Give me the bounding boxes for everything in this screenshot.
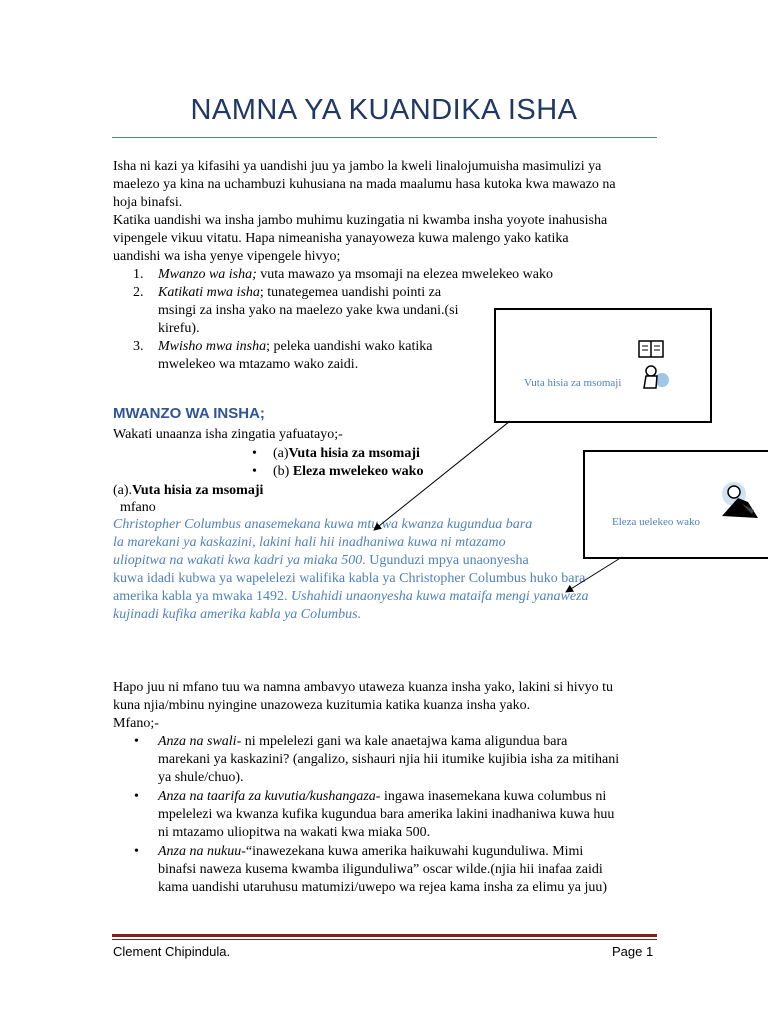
item-prefix: (b)	[273, 464, 293, 479]
item-label: Vuta hisia za msomaji	[288, 446, 420, 461]
intro-line: vipengele vikuu vitatu. Hapa nimeanisha yanayoweza kuwa malengo yako katika	[113, 231, 569, 246]
body-line: Hapo juu ni mfano tuu wa namna ambavyo utaweza kuanza insha yako, lakini si hivyo tu	[113, 680, 613, 695]
bullet-icon: •	[134, 844, 139, 859]
intro-line: Isha ni kazi ya kifasihi ya uandishi juu ya jambo la kweli linalojumuisha masimulizi ya	[113, 159, 602, 174]
list-number: 3.	[133, 339, 144, 354]
list-number: 2.	[133, 285, 144, 300]
footer-page-number: Page 1	[612, 944, 654, 959]
method-text: marekani ya kaskazini? (angalizo, sishauri njia hii itumike kujibia isha za mitihani	[158, 752, 620, 767]
footer-rule-thin	[112, 939, 657, 940]
example-text: kujinadi kufika amerika kabla ya Columbus.	[113, 607, 362, 622]
method-text: ni mtazamo uliopitwa na wakati kwa miaka 500.	[158, 825, 431, 840]
body-line: Mfano;-	[113, 716, 159, 731]
section-heading: MWANZO WA INSHA;	[113, 405, 265, 422]
intro-line: maelezo ya kina na uchambuzi kuhusiana na mada maalumu hasa kutoka kwa mawazo na	[113, 177, 616, 192]
arrow-attention	[374, 421, 510, 530]
part-desc: ; tunategemea uandishi pointi za	[259, 285, 442, 300]
method-text: mpelelezi wa kwanza kufika kugundua bara amerika lakini inadhaniwa kuwa huu	[158, 807, 615, 822]
bullet-icon: •	[252, 446, 257, 461]
bullet-icon: •	[134, 734, 139, 749]
intro-line: hoja binafsi.	[113, 195, 183, 210]
intro-line: Katika uandishi wa insha jambo muhimu kuzingatia ni kwamba insha yoyote inahusisha	[113, 213, 608, 228]
method-text: -“inawezekana kuwa amerika haikuwahi kugunduliwa. Mimi	[241, 844, 584, 859]
example-text: la marekani ya kaskazini, lakini hali hii inadhaniwa kuwa ni mtazamo	[113, 535, 506, 550]
arrow-direction	[566, 557, 622, 592]
example-label: mfano	[120, 500, 156, 515]
part-desc: kirefu).	[158, 321, 200, 336]
footer-rule	[112, 934, 657, 937]
example-text: amerika kabla ya mwaka 1492.	[113, 589, 292, 604]
intro-line: uandishi wa isha yenye vipengele hivyo;	[113, 249, 341, 264]
bullet-icon: •	[134, 789, 139, 804]
method-text: ya shule/chuo).	[158, 770, 244, 785]
example-text: Ushahidi unaonyesha kuwa mataifa mengi yanaweza	[291, 589, 589, 604]
part-desc: vuta mawazo ya msomaji na elezea mwelekeo wako	[256, 267, 554, 282]
example-text: uliopitwa na wakati kwa kadri ya miaka 500	[113, 553, 363, 568]
part-desc: mwelekeo wa mtazamo wako zaidi.	[158, 357, 359, 372]
bullet-icon: •	[252, 464, 257, 479]
example-text: kuwa idadi kubwa ya wapelelezi walifika kabla ya Christopher Columbus huko bara	[113, 571, 586, 586]
part-desc: ; peleka uandishi wako katika	[266, 339, 433, 354]
method-text: - ni mpelelezi gani wa kale anaetajwa kama aligundua bara	[236, 734, 568, 749]
callout-text: Eleza uelekeo wako	[612, 516, 700, 528]
method-text: - ingawa inasemekana kuwa columbus ni	[375, 789, 607, 804]
sub-prefix: (a).	[113, 483, 133, 498]
sub-title: Vuta hisia za msomaji	[132, 483, 264, 498]
instruction-text: Wakati unaanza isha zingatia yafuatayo;-	[113, 427, 343, 442]
footer-author: Clement Chipindula.	[113, 944, 231, 959]
part-name: Mwisho mwa insha	[158, 339, 267, 354]
item-label: Eleza mwelekeo wako	[292, 464, 424, 479]
method-name: Anza na swali	[158, 734, 237, 749]
page-title: NAMNA YA KUANDIKA ISHA	[190, 94, 578, 126]
item-prefix: (a)	[273, 446, 289, 461]
list-number: 1.	[133, 267, 144, 282]
callout-text: Vuta hisia za msomaji	[524, 377, 622, 389]
method-text: kama uandishi utaruhusu matumizi/uwepo wa rejea kama insha za elimu ya juu)	[158, 880, 608, 895]
example-text: . Ugunduzi mpya unaonyesha	[362, 553, 529, 568]
method-name: Anza na taarifa za kuvutia/kushangaza	[158, 789, 376, 804]
method-name: Anza na nukuu	[158, 844, 242, 859]
example-text: Christopher Columbus anasemekana kuwa mtu wa kwanza kugundua bara	[113, 517, 533, 532]
part-name: Katikati mwa isha	[158, 285, 260, 300]
method-text: binafsi naweza kusema kwamba iligunduliwa” oscar wilde.(njia hii inafaa zaidi	[158, 862, 603, 877]
part-name: Mwanzo wa isha;	[158, 267, 257, 282]
body-line: kuna njia/mbinu nyingine unazoweza kuzitumia katika kuanza insha yako.	[113, 698, 531, 713]
part-desc: msingi za insha yako na maelezo yake kwa undani.(si	[158, 303, 459, 318]
